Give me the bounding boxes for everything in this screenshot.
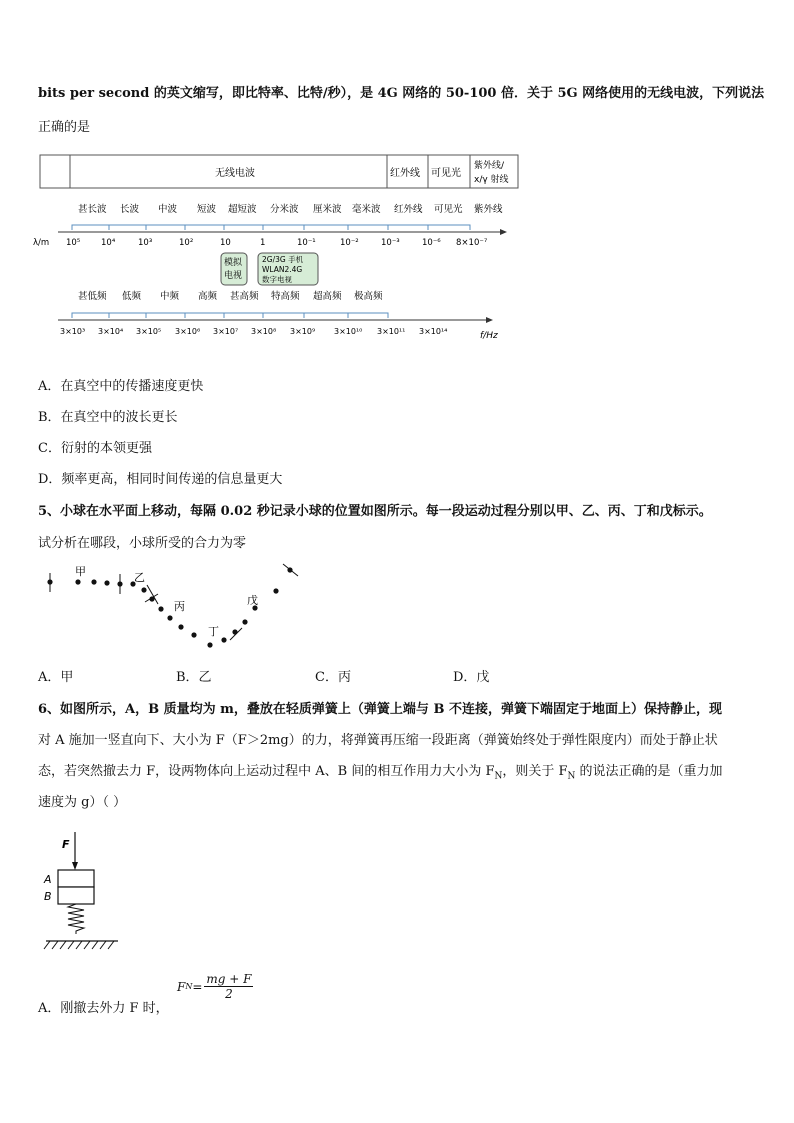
freq-tick: 3×10¹⁴ <box>419 327 448 336</box>
segment-label-jia: 甲 <box>75 565 86 578</box>
wave-label: 短波 <box>197 204 217 215</box>
segment-label-wu: 戊 <box>247 594 258 607</box>
q6-line-1: 6、如图所示，A，B 质量均为 m，叠放在轻质弹簧上（弹簧上端与 B 不连接，弹簧下端固定于地面上）保持静止，现 <box>38 702 722 717</box>
q4-option-d: D．频率更高，相同时间传递的信息量更大 <box>38 472 283 487</box>
intro-line-1: bits per second 的英文缩写，即比特率、比特/秒），是 4G 网络的 50-100 倍．关于 5G 网络使用的无线电波，下列说法 <box>38 86 765 101</box>
wl-tick: 10⁻² <box>340 238 359 248</box>
freq-band: 甚高频 <box>230 291 259 302</box>
q4-option-b: B．在真空中的波长更长 <box>38 410 178 425</box>
q5-line-1: 5、小球在水平面上移动，每隔 0.02 秒记录小球的位置如图所示。每一段运动过程分别以甲、乙、丙、丁和戊标示。 <box>38 504 712 519</box>
q5-option-c: C．丙 <box>315 670 351 685</box>
freq-tick: 3×10¹¹ <box>377 327 406 336</box>
q5-option-d: D．戊 <box>453 670 490 685</box>
wl-tick: 10⁻⁶ <box>422 238 441 248</box>
q4-option-c: C．衍射的本领更强 <box>38 441 152 456</box>
freq-band: 特高频 <box>271 291 300 302</box>
q4-option-a: A．在真空中的传播速度更快 <box>38 379 204 394</box>
freq-tick: 3×10³ <box>60 327 86 336</box>
wl-tick: 10³ <box>138 238 153 248</box>
band-radio: 无线电波 <box>215 168 255 179</box>
freq-tick: 3×10⁹ <box>290 327 316 336</box>
wave-label: 可见光 <box>434 204 463 215</box>
motion-dots-figure <box>40 560 310 655</box>
q6-line-4: 速度为 g）（ ） <box>38 795 127 810</box>
wave-label: 厘米波 <box>313 204 342 215</box>
callout2-line2: WLAN2.4G <box>262 265 303 274</box>
wave-label: 毫米波 <box>352 204 381 215</box>
spring-blocks-figure <box>38 828 128 953</box>
freq-band: 高频 <box>198 291 218 302</box>
freq-band: 低频 <box>122 291 142 302</box>
freq-tick: 3×10⁵ <box>136 327 162 336</box>
q5-option-a: A．甲 <box>38 670 74 685</box>
callout2-line3: 数字电视 <box>262 275 292 284</box>
force-label: F <box>62 838 70 851</box>
intro-line-2: 正确的是 <box>38 120 91 135</box>
q6-option-a-formula: F N = $\frac{mg + F}{2}$ <box>177 972 252 1001</box>
freq-tick: 3×10⁷ <box>213 327 239 336</box>
wl-tick: 10⁻³ <box>381 238 400 248</box>
wave-label: 中波 <box>158 204 178 215</box>
callout1-line2: 电视 <box>224 271 243 281</box>
wl-tick: 1 <box>260 238 266 248</box>
wl-tick: 8×10⁻⁷ <box>456 238 488 248</box>
segment-label-ding: 丁 <box>208 625 219 638</box>
segment-label-bing: 丙 <box>174 600 185 613</box>
q6-line-3: 态，若突然撤去力 F，设两物体向上运动过程中 A、B 间的相互作用力大小为 $F_N$，则关于 $F_N$ 的说法正确的是（重力加 <box>38 764 723 782</box>
band-xray: x/γ 射线 <box>474 175 509 185</box>
q5-line-2: 试分析在哪段，小球所受的合力为零 <box>38 536 247 551</box>
freq-tick: 3×10⁶ <box>175 327 201 336</box>
q5-option-b: B．乙 <box>176 670 212 685</box>
freq-band: 极高频 <box>354 291 383 302</box>
block-b-label: B <box>44 890 52 903</box>
callout2-line1: 2G/3G 手机 <box>262 255 304 264</box>
spectrum-figure <box>30 150 520 345</box>
q6-option-a: A．刚撤去外力 F 时， <box>38 1001 169 1016</box>
segment-label-yi: 乙 <box>134 571 145 584</box>
freq-unit: f/Hz <box>480 331 498 341</box>
wave-label: 超短波 <box>228 204 257 215</box>
wl-tick: 10⁻¹ <box>297 238 316 248</box>
freq-band: 甚低频 <box>78 291 107 302</box>
wave-label: 甚长波 <box>78 204 107 215</box>
q6-line-2: 对 A 施加一竖直向下、大小为 F（F＞2mg）的力，将弹簧再压缩一段距离（弹簧始终处于弹性限度内）而处于静止状 <box>38 733 718 748</box>
wave-label: 长波 <box>120 204 140 215</box>
band-uv: 紫外线/ <box>474 161 505 171</box>
freq-band: 超高频 <box>313 291 342 302</box>
freq-tick: 3×10⁸ <box>251 327 277 336</box>
freq-band: 中频 <box>160 291 180 302</box>
block-a-label: A <box>44 873 52 886</box>
band-infrared: 红外线 <box>390 168 420 179</box>
wl-tick: 10⁵ <box>66 238 81 248</box>
freq-tick: 3×10¹⁰ <box>334 327 363 336</box>
freq-tick: 3×10⁴ <box>98 327 124 336</box>
wave-label: 分米波 <box>270 204 299 215</box>
wavelength-unit: λ/m <box>33 238 50 248</box>
wave-label: 紫外线 <box>474 204 503 215</box>
callout1-line1: 模拟 <box>224 258 243 268</box>
wl-tick: 10 <box>220 238 231 248</box>
band-visible: 可见光 <box>431 168 461 179</box>
wl-tick: 10² <box>179 238 194 248</box>
wave-label: 红外线 <box>394 204 423 215</box>
wl-tick: 10⁴ <box>101 238 116 248</box>
